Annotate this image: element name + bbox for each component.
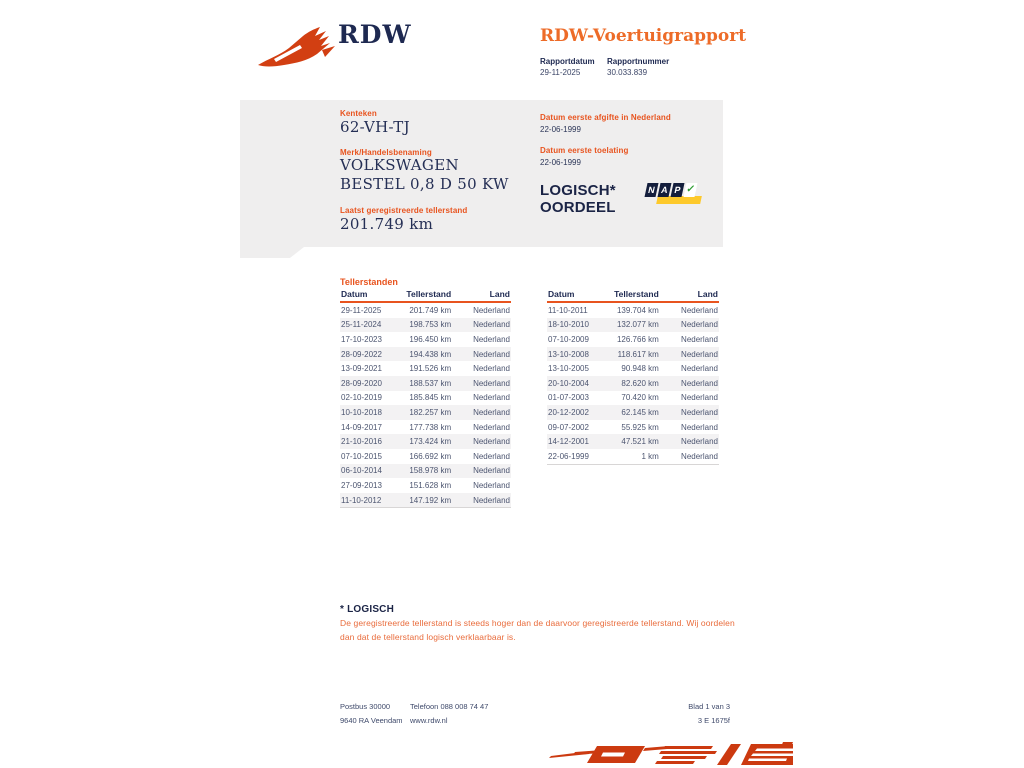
nap-check-icon: ✓ bbox=[685, 184, 696, 195]
nap-yellow-bar bbox=[656, 196, 702, 204]
header-land: Land bbox=[697, 289, 718, 299]
table-header-row bbox=[547, 290, 719, 303]
table-row bbox=[547, 391, 719, 406]
table-cell: 126.766 km bbox=[616, 334, 659, 344]
rdw-wing-logo-icon bbox=[256, 24, 336, 72]
table-cell: Nederland bbox=[473, 320, 510, 330]
table-cell: Nederland bbox=[681, 305, 718, 315]
table-row bbox=[340, 347, 511, 362]
table-cell: 29-11-2025 bbox=[341, 305, 382, 315]
tellerstand-value: 201.749 km bbox=[340, 215, 434, 233]
table-row bbox=[340, 376, 511, 391]
table-cell: 177.738 km bbox=[409, 422, 452, 432]
table-cell: 01-07-2003 bbox=[548, 393, 589, 403]
table-cell: 47.521 km bbox=[621, 437, 659, 447]
table-cell: 09-07-2002 bbox=[548, 422, 589, 432]
table-cell: Nederland bbox=[681, 451, 718, 461]
merk-label: Merk/Handelsbenaming bbox=[340, 148, 432, 157]
table-cell: 10-10-2018 bbox=[341, 407, 382, 417]
footer-phone: Telefoon 088 008 74 47 bbox=[410, 702, 489, 711]
table-row bbox=[547, 347, 719, 362]
oordeel-text bbox=[540, 182, 616, 216]
table-row bbox=[340, 434, 511, 449]
table-cell: 11-10-2012 bbox=[341, 495, 382, 505]
table-cell: 25-11-2024 bbox=[341, 320, 382, 330]
table-cell: Nederland bbox=[681, 378, 718, 388]
table-cell: 191.526 km bbox=[409, 364, 452, 374]
toelating-label: Datum eerste toelating bbox=[540, 146, 629, 155]
table-cell: 166.692 km bbox=[409, 451, 452, 461]
table-cell: 14-12-2001 bbox=[548, 437, 589, 447]
table-row bbox=[547, 361, 719, 376]
merk-line2: BESTEL 0,8 D 50 KW bbox=[340, 175, 509, 193]
table-cell: 06-10-2014 bbox=[341, 466, 382, 476]
table-cell: Nederland bbox=[681, 422, 718, 432]
table-cell: 17-10-2023 bbox=[341, 334, 382, 344]
oordeel-line1: LOGISCH* bbox=[540, 182, 616, 199]
report-date-value: 29-11-2025 bbox=[540, 68, 581, 77]
table-cell: 07-10-2015 bbox=[341, 451, 382, 461]
table-row bbox=[340, 332, 511, 347]
footer-form-code: 3 E 1675f bbox=[697, 716, 730, 725]
table-cell: Nederland bbox=[473, 495, 510, 505]
table-cell: 11-10-2011 bbox=[548, 305, 588, 315]
table-cell: 90.948 km bbox=[621, 364, 659, 374]
table-cell: 13-10-2008 bbox=[548, 349, 589, 359]
table-cell: 198.753 km bbox=[409, 320, 452, 330]
table-row bbox=[547, 332, 719, 347]
header-land: Land bbox=[489, 289, 510, 299]
rdw-wordmark: RDW bbox=[338, 20, 412, 49]
report-title: RDW-Voertuigrapport bbox=[540, 26, 747, 46]
afgifte-value: 22-06-1999 bbox=[540, 125, 581, 134]
table-cell: Nederland bbox=[473, 334, 510, 344]
table-row bbox=[340, 303, 511, 318]
table-cell: Nederland bbox=[473, 437, 510, 447]
kenteken-value: 62-VH-TJ bbox=[340, 118, 410, 136]
tellerstanden-table-left bbox=[340, 290, 511, 508]
table-row bbox=[340, 318, 511, 333]
table-row bbox=[547, 318, 719, 333]
table-row bbox=[340, 493, 511, 508]
footer-page-number: Blad 1 van 3 bbox=[688, 702, 730, 711]
table-cell: 1 km bbox=[641, 451, 659, 461]
footer-website: www.rdw.nl bbox=[410, 716, 448, 725]
table-cell: Nederland bbox=[681, 393, 718, 403]
table-row bbox=[547, 303, 719, 318]
table-cell: 139.704 km bbox=[616, 305, 659, 315]
table-row bbox=[547, 449, 719, 464]
table-cell: 20-12-2002 bbox=[548, 407, 589, 417]
table-cell: Nederland bbox=[681, 349, 718, 359]
table-cell: 13-09-2021 bbox=[341, 364, 382, 374]
table-cell: Nederland bbox=[473, 480, 510, 490]
footer-address bbox=[340, 700, 403, 728]
table-body bbox=[547, 303, 719, 465]
table-cell: 62.145 km bbox=[621, 407, 659, 417]
table-cell: 55.925 km bbox=[621, 422, 659, 432]
table-cell: Nederland bbox=[681, 407, 718, 417]
tellerstanden-table-right bbox=[547, 290, 719, 465]
footnote-title: * LOGISCH bbox=[340, 604, 395, 615]
table-body bbox=[340, 303, 511, 508]
table-cell: 201.749 km bbox=[409, 305, 452, 315]
table-cell: 14-09-2017 bbox=[341, 422, 382, 432]
afgifte-label: Datum eerste afgifte in Nederland bbox=[540, 113, 671, 122]
table-cell: 27-09-2013 bbox=[341, 480, 382, 490]
table-row bbox=[340, 391, 511, 406]
footer-address-line2: 9640 RA Veendam bbox=[340, 716, 403, 725]
vehicle-summary-panel bbox=[240, 100, 723, 247]
table-cell: Nederland bbox=[473, 364, 510, 374]
header-tellerstand: Tellerstand bbox=[614, 289, 659, 299]
table-cell: 194.438 km bbox=[409, 349, 452, 359]
kenteken-label: Kenteken bbox=[340, 109, 377, 118]
table-cell: 182.257 km bbox=[409, 407, 452, 417]
table-cell: 132.077 km bbox=[616, 320, 659, 330]
header-datum: Datum bbox=[548, 289, 575, 299]
table-cell: Nederland bbox=[473, 349, 510, 359]
table-cell: 147.192 km bbox=[409, 495, 452, 505]
table-cell: 158.978 km bbox=[409, 466, 452, 476]
table-cell: 18-10-2010 bbox=[548, 320, 589, 330]
tellerstand-label: Laatst geregistreerde tellerstand bbox=[340, 206, 468, 215]
nap-letter-a: A bbox=[658, 183, 672, 197]
table-cell: 185.845 km bbox=[409, 393, 452, 403]
table-row bbox=[340, 478, 511, 493]
table-row bbox=[340, 464, 511, 479]
table-header-row bbox=[340, 290, 511, 303]
table-cell: 151.628 km bbox=[409, 480, 452, 490]
table-cell: Nederland bbox=[681, 437, 718, 447]
report-date-label: Rapportdatum bbox=[540, 57, 595, 66]
table-cell: 02-10-2019 bbox=[341, 393, 382, 403]
table-row bbox=[340, 405, 511, 420]
table-cell: Nederland bbox=[473, 466, 510, 476]
speed-stripes-graphic-icon bbox=[545, 739, 793, 767]
header-datum: Datum bbox=[341, 289, 368, 299]
table-cell: 173.424 km bbox=[409, 437, 452, 447]
merk-line1: VOLKSWAGEN bbox=[340, 156, 459, 174]
report-number-label: Rapportnummer bbox=[607, 57, 670, 66]
nap-letter-n: N bbox=[645, 183, 659, 197]
table-cell: 20-10-2004 bbox=[548, 378, 589, 388]
toelating-value: 22-06-1999 bbox=[540, 158, 581, 167]
table-cell: Nederland bbox=[473, 393, 510, 403]
table-cell: 13-10-2005 bbox=[548, 364, 589, 374]
table-cell: Nederland bbox=[473, 422, 510, 432]
table-cell: Nederland bbox=[473, 305, 510, 315]
table-row bbox=[547, 376, 719, 391]
oordeel-line2: OORDEEL bbox=[540, 199, 616, 216]
footer-page-info bbox=[640, 700, 730, 728]
table-row bbox=[340, 420, 511, 435]
tellerstanden-title: Tellerstanden bbox=[340, 277, 398, 287]
table-row bbox=[547, 434, 719, 449]
table-row bbox=[340, 449, 511, 464]
table-cell: 196.450 km bbox=[409, 334, 452, 344]
table-cell: 118.617 km bbox=[617, 349, 659, 359]
table-cell: 22-06-1999 bbox=[548, 451, 589, 461]
table-cell: Nederland bbox=[473, 378, 510, 388]
table-cell: 188.537 km bbox=[409, 378, 452, 388]
table-cell: 07-10-2009 bbox=[548, 334, 589, 344]
footnote-text: De geregistreerde tellerstand is steeds hoger dan de daarvoor geregistreerde tellerstand. Wij oordelen dan dat de tellerstand logisch verklaarbaar is. bbox=[340, 618, 735, 642]
table-cell: Nederland bbox=[473, 407, 510, 417]
table-cell: 70.420 km bbox=[621, 393, 659, 403]
header-tellerstand: Tellerstand bbox=[406, 289, 452, 299]
footer-contact bbox=[410, 700, 488, 728]
table-cell: 28-09-2020 bbox=[341, 378, 382, 388]
table-row bbox=[547, 405, 719, 420]
table-cell: 21-10-2016 bbox=[341, 437, 382, 447]
report-number-value: 30.033.839 bbox=[607, 68, 648, 77]
table-cell: Nederland bbox=[681, 334, 718, 344]
panel-corner-tab bbox=[240, 247, 304, 258]
table-cell: 28-09-2022 bbox=[341, 349, 382, 359]
table-cell: Nederland bbox=[473, 451, 510, 461]
table-cell: Nederland bbox=[681, 320, 718, 330]
table-row bbox=[547, 420, 719, 435]
footer-address-line1: Postbus 30000 bbox=[340, 702, 391, 711]
table-row bbox=[340, 361, 511, 376]
nap-logo bbox=[646, 183, 700, 207]
nap-letter-p: P bbox=[671, 183, 685, 197]
table-cell: Nederland bbox=[681, 364, 718, 374]
table-cell: 82.620 km bbox=[621, 378, 659, 388]
